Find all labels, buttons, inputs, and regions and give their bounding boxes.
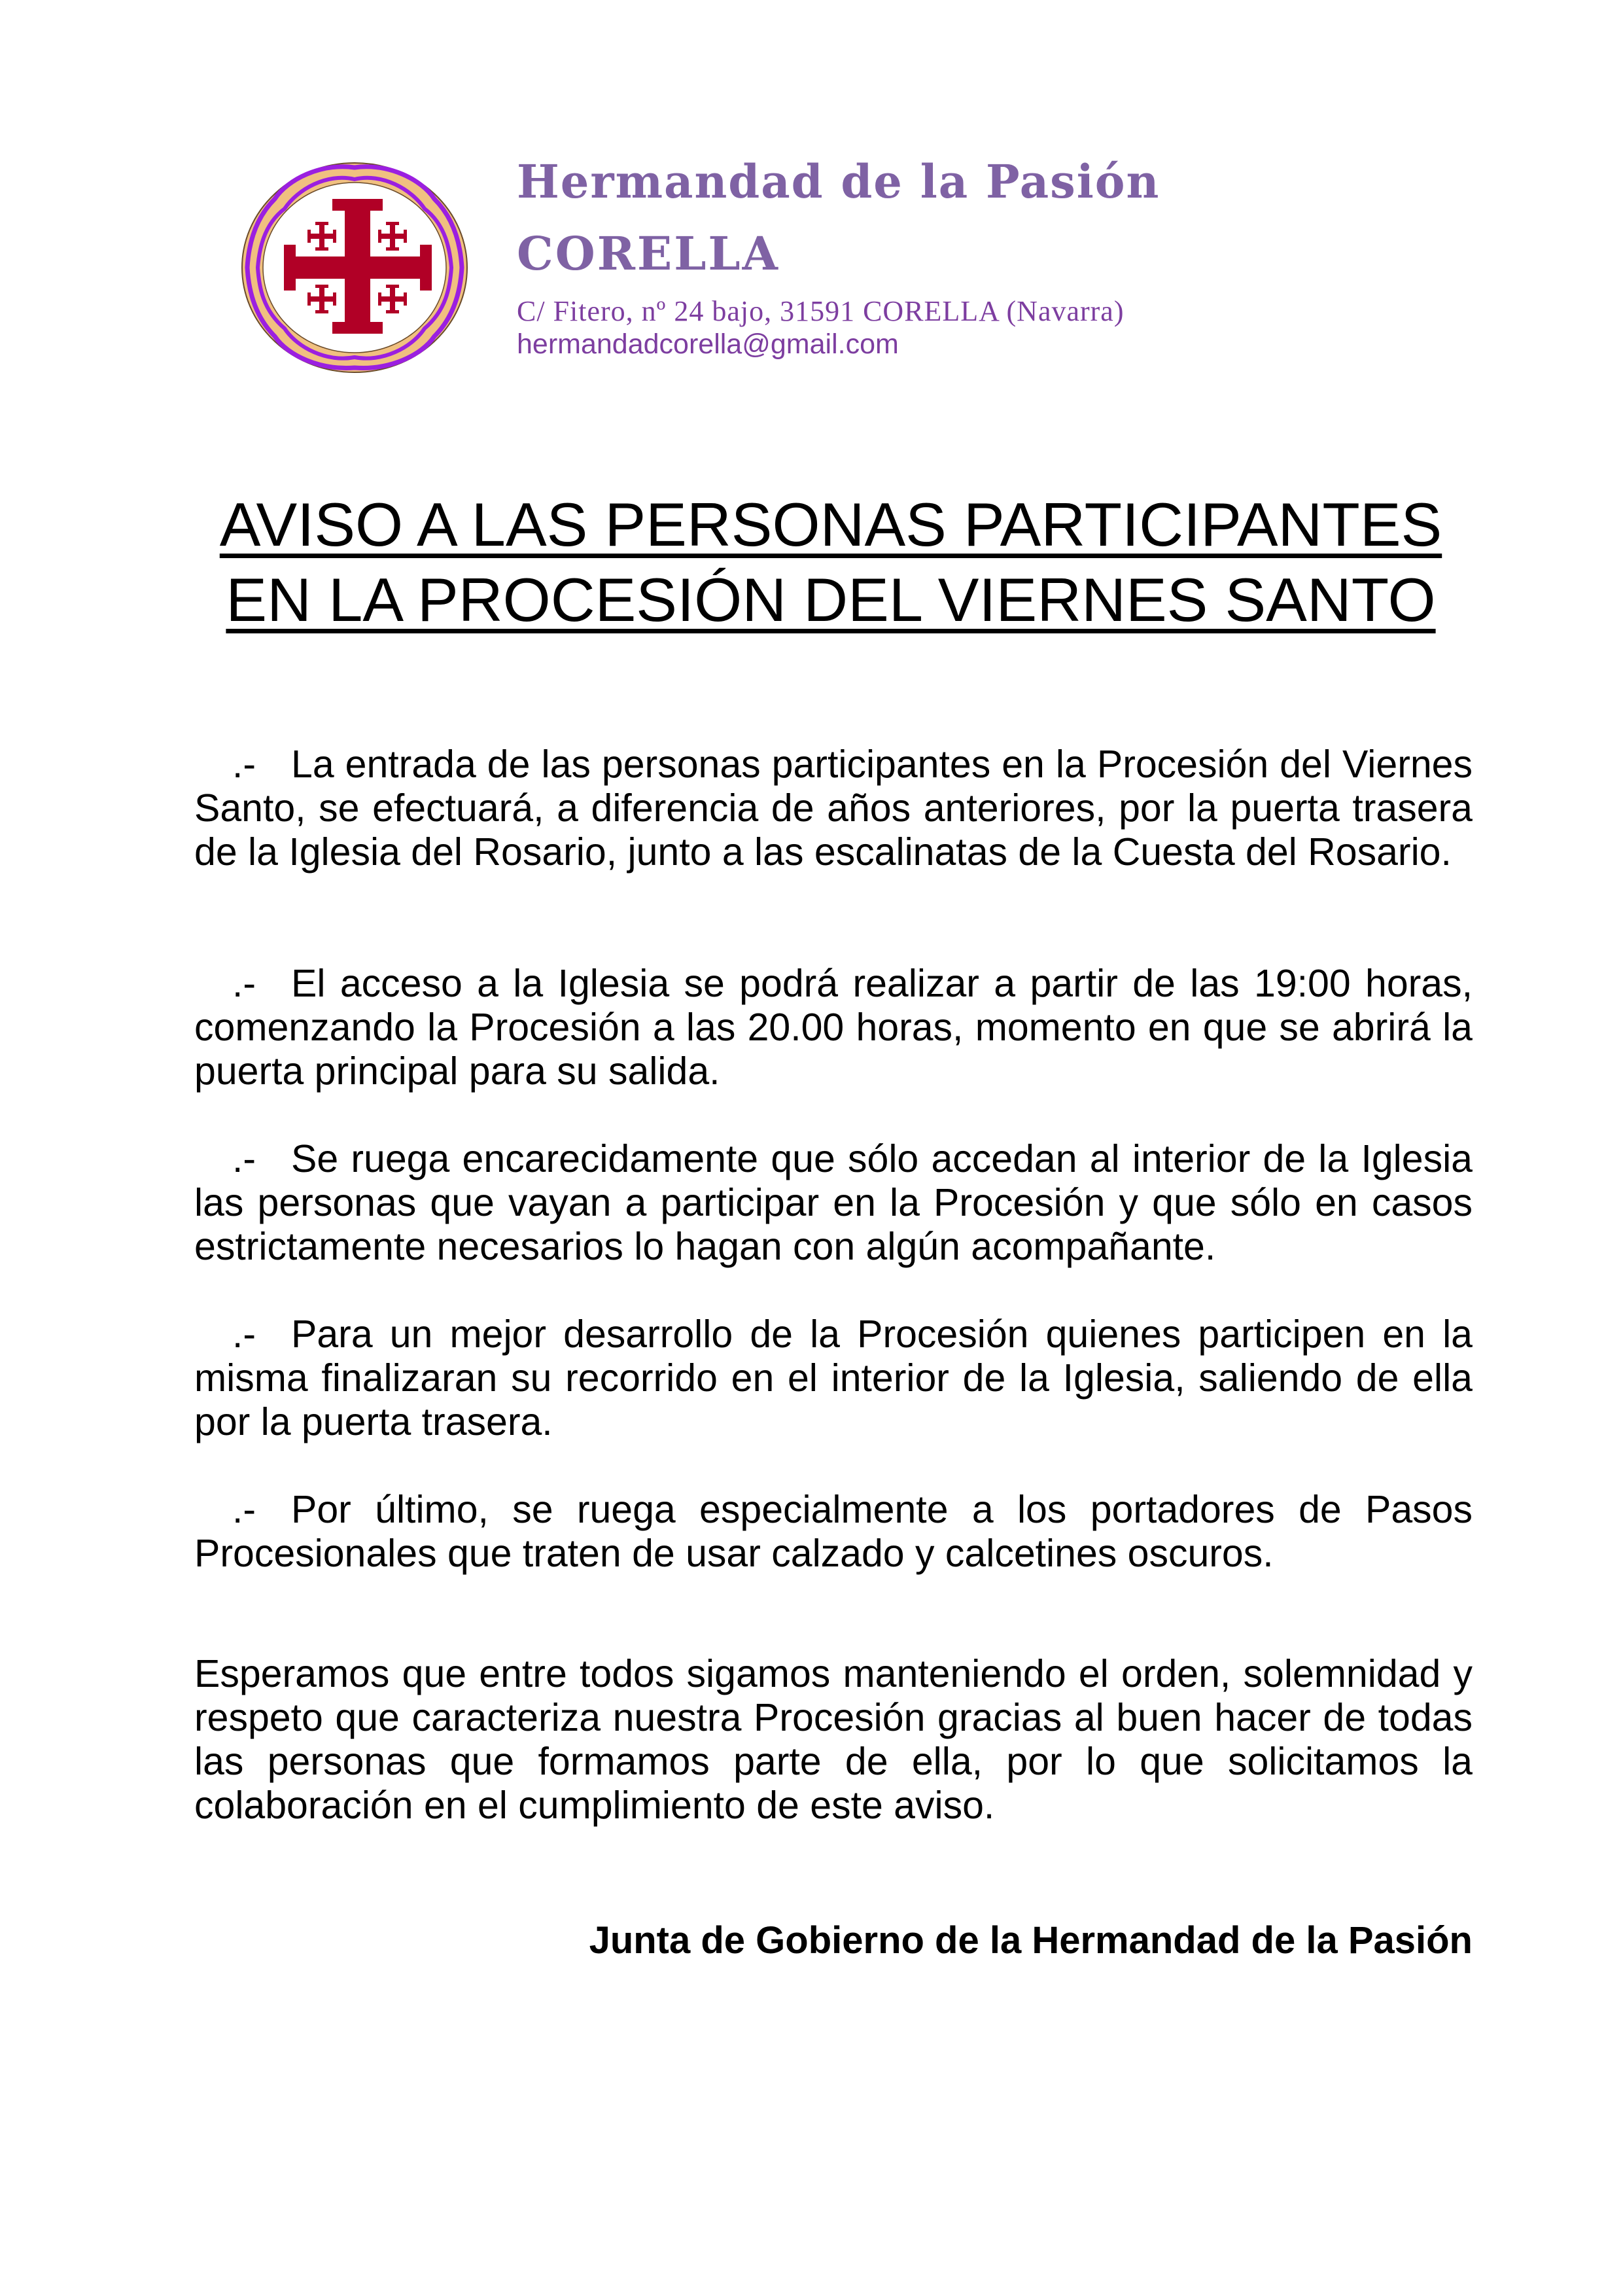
notice-title-line-2: EN LA PROCESIÓN DEL VIERNES SANTO: [226, 565, 1436, 634]
item-text: El acceso a la Iglesia se podrá realizar a partir de las 19:00 horas, comenzando la Procesión a las 20.00 horas, momento en que se abrirá la puerta principal para su salida.: [194, 962, 1473, 1093]
item-text: Por último, se ruega especialmente a los portadores de Pasos Procesionales que traten de usar calzado y calcetines oscuros.: [194, 1488, 1473, 1575]
notice-title-line-1: AVISO A LAS PERSONAS PARTICIPANTES: [219, 490, 1442, 559]
item-bullet: .-: [232, 743, 256, 786]
organization-name: Hermandad de la Pasión: [517, 154, 1161, 209]
notice-item: [194, 1137, 1473, 1269]
notice-item: [194, 962, 1473, 1093]
organization-email[interactable]: hermandadcorella@gmail.com: [517, 328, 899, 360]
item-bullet: .-: [232, 1488, 256, 1531]
item-bullet: .-: [232, 1137, 256, 1180]
item-text: Para un mejor desarrollo de la Procesión quienes participen en la misma finalizaran su recorrido en el interior de la Iglesia, saliendo de ella por la puerta trasera.: [194, 1313, 1473, 1443]
brotherhood-logo-icon: [238, 160, 471, 376]
item-bullet: .-: [232, 1313, 256, 1356]
notice-item: [194, 743, 1473, 874]
notice-item: [194, 1488, 1473, 1576]
organization-city: CORELLA: [517, 226, 780, 281]
item-bullet: .-: [232, 962, 256, 1005]
notice-item: [194, 1313, 1473, 1444]
organization-address: C/ Fitero, nº 24 bajo, 31591 CORELLA (Navarra): [517, 295, 1125, 327]
closing-paragraph: Esperamos que entre todos sigamos manteniendo el orden, solemnidad y respeto que caracteriza nuestra Procesión gracias al buen hacer de todas las personas que formamos parte de ella, por lo que solicitamos la colaboración en el cumplimiento de este aviso.: [194, 1652, 1473, 1827]
item-text: La entrada de las personas participantes en la Procesión del Viernes Santo, se efectuará, a diferencia de años anteriores, por la puerta trasera de la Iglesia del Rosario, junto a las escalinatas de la Cuesta del Rosario.: [194, 743, 1473, 874]
item-text: Se ruega encarecidamente que sólo accedan al interior de la Iglesia las personas que vayan a participar en la Procesión y que sólo en casos estrictamente necesarios lo hagan con algún acompañante.: [194, 1137, 1473, 1268]
signature: Junta de Gobierno de la Hermandad de la Pasión: [589, 1919, 1473, 1962]
